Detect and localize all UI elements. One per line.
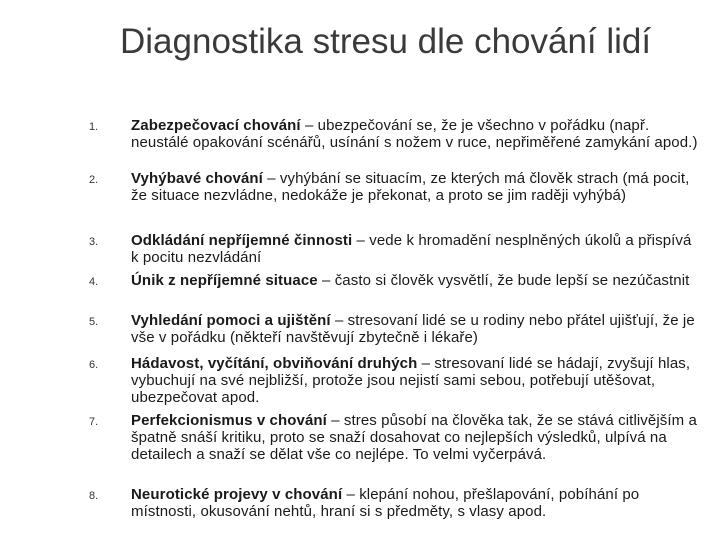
item-number: 1.: [89, 121, 99, 133]
item-description: – ubezpečování se, že je všechno v pořádku (např. neustálé opakování scénářů, usínání s nožem v ruce, nepřiměřené zamykání apod.): [131, 117, 698, 151]
item-text: [131, 232, 701, 266]
item-description: – klepání nohou, přešlapování, pobíhání po místnosti, okusování nehtů, hraní si s předměty, s vlasy apod.: [131, 486, 640, 520]
item-number: 8.: [89, 490, 99, 502]
item-description: – stres působí na člověka tak, že se stává citlivějším a špatně snáší kritiku, proto se snaží dosahovat co nejlepších výsledků, ulpívá na detailech a snaží se dělat vše co nejlépe. To velmi vyčerpává.: [131, 412, 697, 463]
item-description: – často si člověk vysvětlí, že bude lepší se nezúčastnit: [317, 272, 690, 289]
item-description: – vyhýbání se situacím, ze kterých má člověk strach (má pocit, že situace nezvládne, nedokáže je překonat, a proto se jim raději vyhýbá): [131, 170, 690, 204]
slide-title: Diagnostika stresu dle chování lidí: [120, 22, 652, 61]
item-number: 3.: [89, 236, 99, 248]
item-description: – vede k hromadění nesplněných úkolů a přispívá k pocitu nezvládání: [131, 232, 692, 266]
item-heading: Únik z nepříjemné situace: [131, 272, 318, 289]
item-heading: Vyhledání pomoci a ujištění: [131, 312, 331, 329]
item-text: [131, 412, 701, 463]
item-heading: Odkládání nepříjemné činnosti: [131, 232, 353, 249]
item-text: [131, 117, 701, 151]
item-text: [131, 272, 701, 289]
item-text: [131, 355, 701, 406]
item-number: 7.: [89, 416, 99, 428]
item-heading: Neurotické projevy v chování: [131, 486, 343, 503]
item-heading: Zabezpečovací chování: [131, 117, 301, 134]
item-text: [131, 170, 701, 204]
item-description: – stresovaní lidé se u rodiny nebo přátel ujišťují, že je vše v pořádku (někteří navštěvují zbytečně i lékaře): [131, 312, 695, 346]
item-text: [131, 312, 701, 346]
item-heading: Perfekcionismus v chování: [131, 412, 327, 429]
item-heading: Hádavost, vyčítání, obviňování druhých: [131, 355, 418, 372]
item-number: 4.: [89, 276, 99, 288]
item-number: 2.: [89, 174, 99, 186]
item-heading: Vyhýbavé chování: [131, 170, 263, 187]
item-number: 5.: [89, 316, 99, 328]
item-text: [131, 486, 701, 520]
item-number: 6.: [89, 359, 99, 371]
item-description: – stresovaní lidé se hádají, zvyšují hlas, vybuchují na své nejbližší, protože jsou nejistí sami sebou, potřebují utěšovat, ubezpečovat apod.: [131, 355, 691, 406]
